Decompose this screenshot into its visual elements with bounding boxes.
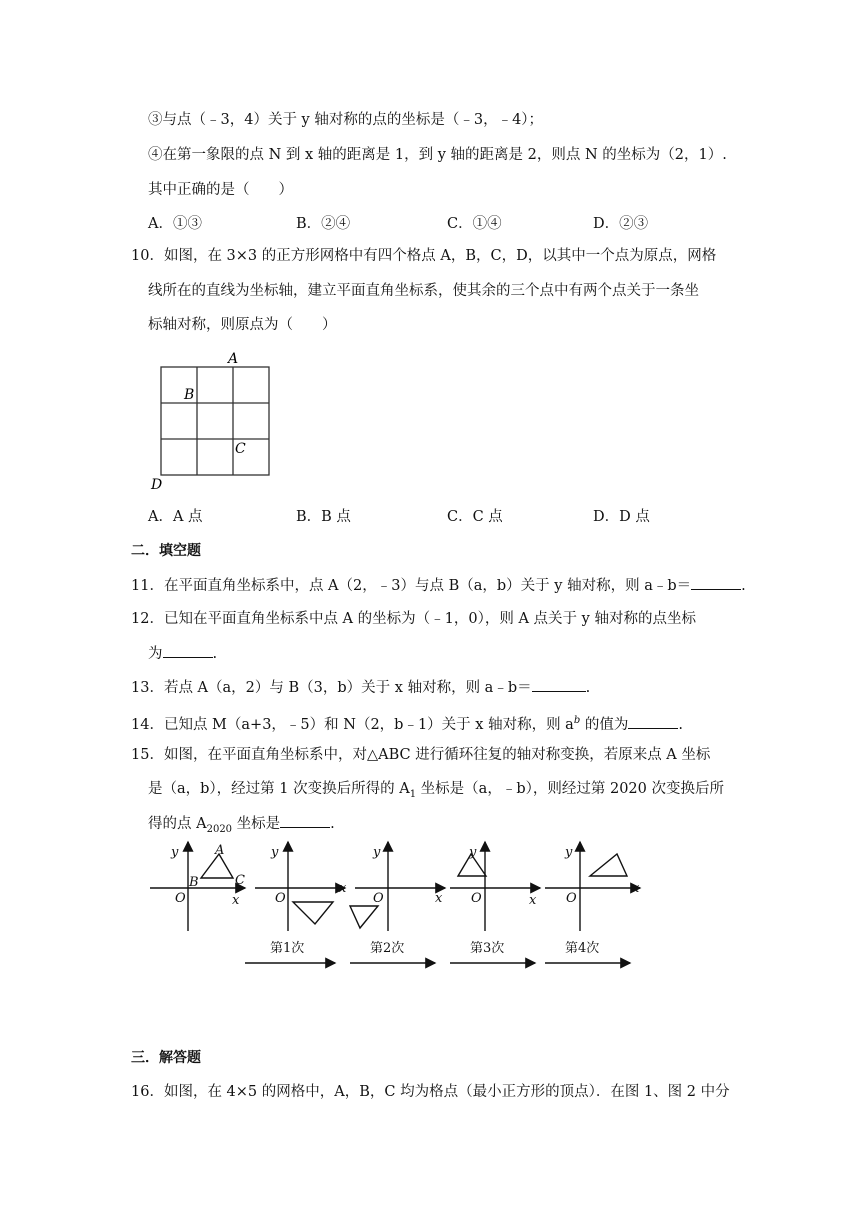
- q15-transform-figure: [145, 836, 655, 976]
- q10-option-b: B．B 点: [296, 509, 351, 525]
- q9-ask: 其中正确的是（ ）: [148, 182, 293, 198]
- q9-option-c: C．①④: [447, 216, 502, 232]
- q15-step-3: 第3次: [470, 941, 505, 956]
- q10-grid-figure: [145, 348, 285, 496]
- q12-line-1: 12．已知在平面直角坐标系中点 A 的坐标为（﹣1，0），则 A 点关于 y 轴对称的点坐标: [131, 611, 696, 627]
- q10-label-c: C: [235, 441, 246, 457]
- q15-axis-y-3: y: [469, 845, 477, 860]
- q10-option-a: A．A 点: [148, 509, 203, 525]
- q15-axis-y-4: y: [565, 845, 573, 860]
- q15-axis-y-2: y: [373, 845, 381, 860]
- q15-origin-2: O: [373, 891, 384, 906]
- q15-label-c: C: [235, 873, 245, 888]
- q15-answer-blank[interactable]: [280, 813, 330, 828]
- q14-answer-blank[interactable]: [628, 714, 678, 729]
- q15-line-1: 15．如图，在平面直角坐标系中，对△ABC 进行循环往复的轴对称变换，若原来点 A 坐标: [131, 747, 711, 763]
- q10-line-2: 线所在的直线为坐标轴，建立平面直角坐标系，使其余的三个点中有两个点关于一条坐: [148, 283, 699, 299]
- q15-step-1: 第1次: [270, 941, 305, 956]
- section-heading-solve: 三．解答题: [131, 1050, 201, 1066]
- q10-label-d: D: [151, 477, 163, 493]
- q15-axis-x-3: x: [529, 893, 537, 908]
- q16-line-1: 16．如图，在 4×5 的网格中，A，B，C 均为格点（最小正方形的顶点）．在图 1、图 2 中分: [131, 1084, 730, 1100]
- q10-option-d: D．D 点: [593, 509, 650, 525]
- q15-axis-y-1: y: [271, 845, 279, 860]
- q15-axis-x-1: x: [339, 881, 347, 896]
- q10-label-a: A: [228, 351, 239, 367]
- q13-answer-blank[interactable]: [532, 677, 586, 692]
- q10-label-b: B: [184, 387, 195, 403]
- q15-step-4: 第4次: [565, 941, 600, 956]
- q9-statement-4: ④在第一象限的点 N 到 x 轴的距离是 1，到 y 轴的距离是 2，则点 N 的坐标为（2，1）.: [148, 147, 727, 163]
- q15-line-2: 是（a，b），经过第 1 次变换后所得的 $A_1$ 坐标是（a，﹣b），则经过第 2020 次变换后所: [148, 781, 724, 800]
- q10-line-1: 10．如图，在 3×3 的正方形网格中有四个格点 A，B，C，D，以其中一个点为原点，网格: [131, 248, 717, 264]
- q15-origin-1: O: [275, 891, 286, 906]
- q10-option-c: C．C 点: [447, 509, 503, 525]
- q12-line-2: 为 .: [148, 643, 217, 664]
- q15-label-b: B: [189, 875, 199, 890]
- q13-text: 13．若点 A（a，2）与 B（3，b）关于 x 轴对称，则 a﹣b＝ .: [131, 677, 590, 698]
- q11-text: 11．在平面直角坐标系中，点 A（2，﹣3）与点 B（a，b）关于 y 轴对称，则 a﹣b＝ .: [131, 575, 746, 596]
- q15-origin-4: O: [566, 891, 577, 906]
- q15-axis-x-2: x: [435, 891, 443, 906]
- q10-line-3: 标轴对称，则原点为（ ）: [148, 317, 337, 333]
- q9-statement-3: ③与点（﹣3，4）关于 y 轴对称的点的坐标是（﹣3，﹣4）；: [148, 112, 544, 128]
- q14-text: 14．已知点 M（a+3，﹣5）和 N（2，b﹣1）关于 x 轴对称，则 $a^b$ 的值为 .: [131, 715, 683, 733]
- q15-axis-x-0: x: [232, 893, 240, 908]
- q15-axis-y-0: y: [171, 845, 179, 860]
- q15-step-2: 第2次: [370, 941, 405, 956]
- q12-answer-blank[interactable]: [163, 643, 213, 658]
- q9-option-d: D．②③: [593, 216, 649, 232]
- q15-label-a: A: [215, 843, 225, 858]
- q9-option-a: A．①③: [148, 216, 202, 232]
- section-heading-fill-blank: 二．填空题: [131, 543, 201, 559]
- q15-origin-3: O: [471, 891, 482, 906]
- q15-line-3: 得的点 $A_{2020}$ 坐标是 .: [148, 813, 335, 840]
- q9-option-b: B．②④: [296, 216, 351, 232]
- q11-answer-blank[interactable]: [691, 575, 741, 590]
- q15-origin-0: O: [175, 891, 186, 906]
- q15-axis-x-4: x: [632, 881, 640, 896]
